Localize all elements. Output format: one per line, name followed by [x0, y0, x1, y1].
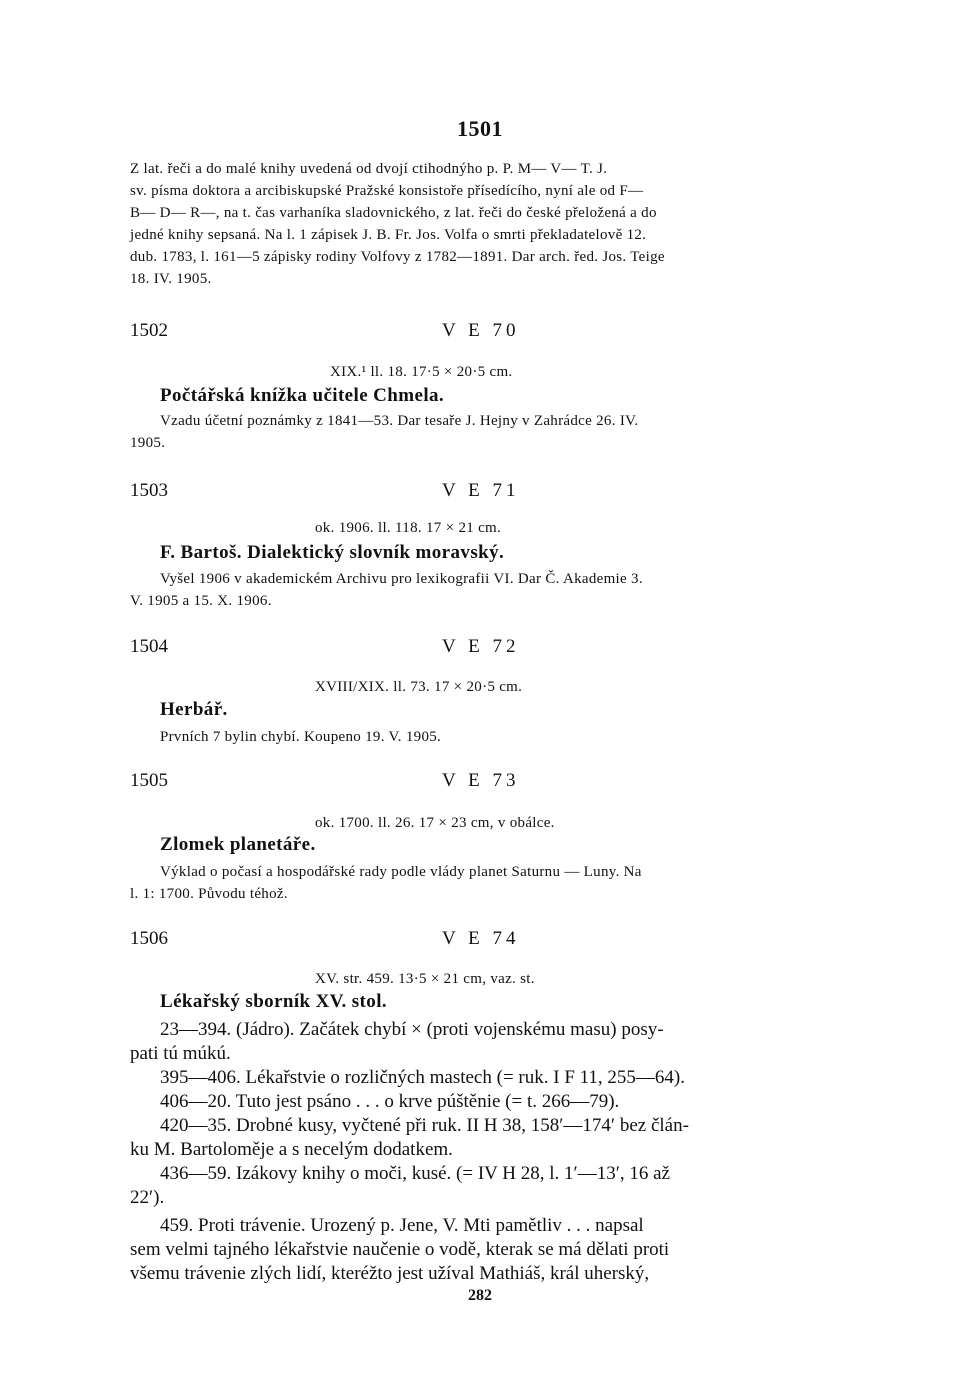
- entry-header: [130, 480, 830, 510]
- entry-note: [130, 568, 835, 612]
- intro-line: 18. IV. 1905.: [130, 271, 212, 287]
- entry-note: [130, 726, 835, 748]
- page-footer-number: 282: [468, 1287, 492, 1304]
- contents-line: 420—35. Drobné kusy, vyčtené při ruk. II H 38, 158′—174′ bez člán-: [160, 1115, 689, 1136]
- contents-line: 22′).: [130, 1187, 165, 1208]
- entry-title: Herbář.: [160, 699, 228, 720]
- contents-list: [130, 1018, 838, 1286]
- entry-note: [130, 861, 835, 905]
- entry-number: 1503: [130, 480, 168, 501]
- entry-number: 1502: [130, 320, 168, 341]
- page-header-number: 1501: [457, 116, 503, 141]
- entry-header: [130, 928, 830, 958]
- intro-paragraph: [130, 158, 835, 290]
- entry-meta: XIX.¹ ll. 18. 17·5 × 20·5 cm.: [330, 364, 513, 380]
- note-line: l. 1: 1700. Původu téhož.: [130, 886, 288, 902]
- note-line: Vyšel 1906 v akademickém Archivu pro lexikografii VI. Dar Č. Akademie 3.: [160, 571, 643, 587]
- contents-line: 395—406. Lékařstvie o rozličných mastech (= ruk. I F 11, 255—64).: [160, 1067, 686, 1088]
- entry-header: [130, 770, 830, 800]
- note-line: 1905.: [130, 435, 166, 451]
- entry-signature: V E 71: [442, 480, 520, 501]
- entry-meta: ok. 1906. ll. 118. 17 × 21 cm.: [315, 520, 502, 536]
- entry-title: Lékařský sborník XV. stol.: [160, 991, 388, 1012]
- contents-line: 406—20. Tuto jest psáno . . . o krve púštěnie (= t. 266—79).: [160, 1091, 620, 1112]
- contents-line: 436—59. Izákovy knihy o moči, kusé. (= IV H 28, l. 1′—13′, 16 až: [160, 1163, 670, 1184]
- contents-line: sem velmi tajného lékařstvie naučenie o vodě, kterak se má dělati proti: [130, 1239, 670, 1260]
- note-line: V. 1905 a 15. X. 1906.: [130, 593, 272, 609]
- entry-header: [130, 636, 830, 666]
- entry-signature: V E 74: [442, 928, 520, 949]
- entry-meta: XVIII/XIX. ll. 73. 17 × 20·5 cm.: [315, 679, 523, 695]
- entry-meta: ok. 1700. ll. 26. 17 × 23 cm, v obálce.: [315, 815, 555, 831]
- intro-line: dub. 1783, l. 161—5 zápisky rodiny Volfovy z 1782—1891. Dar arch. řed. Jos. Teige: [130, 249, 665, 265]
- contents-line: pati tú múkú.: [130, 1043, 231, 1064]
- intro-line: sv. písma doktora a arcibiskupské Pražské konsistoře přísedícího, nyní ale od F—: [130, 183, 644, 199]
- entry-note: [130, 410, 835, 454]
- contents-line: 23—394. (Jádro). Začátek chybí × (proti vojenskému masu) posy-: [160, 1019, 664, 1040]
- entry-title: Zlomek planetáře.: [160, 834, 316, 855]
- entry-number: 1504: [130, 636, 168, 657]
- note-line: Výklad o počasí a hospodářské rady podle vlády planet Saturnu — Luny. Na: [160, 864, 642, 880]
- intro-line: Z lat. řeči a do malé knihy uvedená od dvojí ctihodnýho p. P. M— V— T. J.: [130, 161, 608, 177]
- entry-signature: V E 70: [442, 320, 520, 341]
- entry-signature: V E 73: [442, 770, 520, 791]
- contents-line: ku M. Bartoloměje a s necelým dodatkem.: [130, 1139, 453, 1160]
- entry-number: 1505: [130, 770, 168, 791]
- entry-header: [130, 320, 830, 350]
- contents-line: 459. Proti trávenie. Urozený p. Jene, V. Mti pamětliv . . . napsal: [160, 1215, 644, 1236]
- entry-title: Počtářská knížka učitele Chmela.: [160, 385, 445, 406]
- intro-line: jedné knihy sepsaná. Na l. 1 zápisek J. B. Fr. Jos. Volfa o smrti překladatelově 12.: [130, 227, 647, 243]
- entry-title: F. Bartoš. Dialektický slovník moravský.: [160, 542, 505, 563]
- intro-line: B— D— R—, na t. čas varhaníka sladovnického, z lat. řeči do české přeložená a do: [130, 205, 657, 221]
- entry-meta: XV. str. 459. 13·5 × 21 cm, vaz. st.: [315, 971, 535, 987]
- contents-line: všemu trávenie zlých lidí, kteréžto jest užíval Mathiáš, král uherský,: [130, 1263, 650, 1284]
- entry-signature: V E 72: [442, 636, 520, 657]
- entry-number: 1506: [130, 928, 168, 949]
- note-line: Vzadu účetní poznámky z 1841—53. Dar tesaře J. Hejny v Zahrádce 26. IV.: [160, 413, 639, 429]
- note-line: Prvních 7 bylin chybí. Koupeno 19. V. 1905.: [160, 729, 442, 745]
